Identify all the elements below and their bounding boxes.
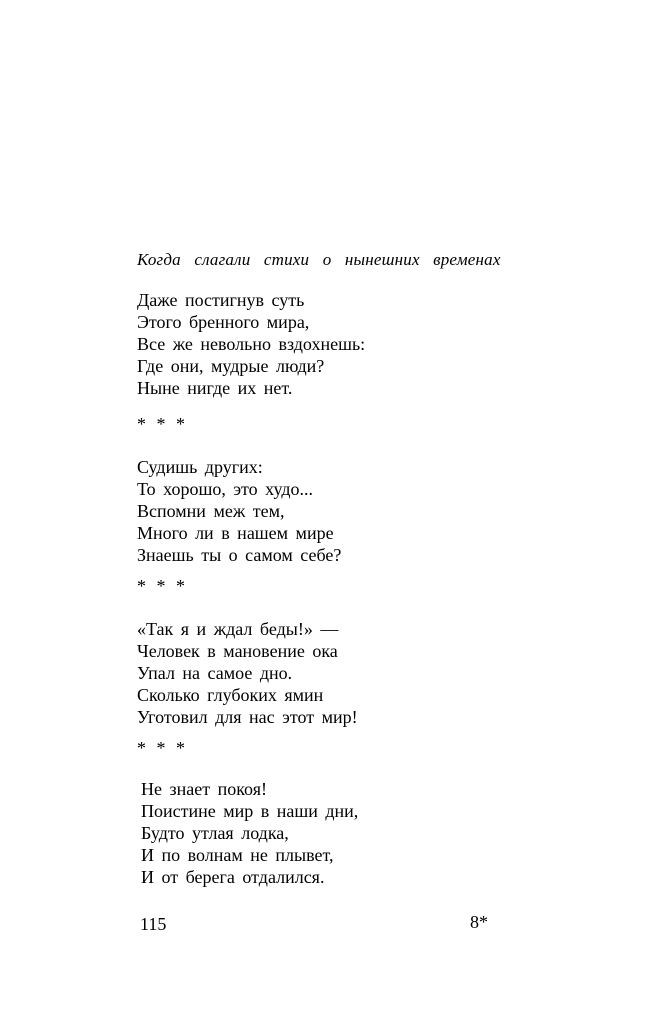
section-title: Когда слагали стихи о нынешних временах xyxy=(137,250,501,269)
poem-line: То хорошо, это худо... xyxy=(137,479,314,499)
poem-line: Где они, мудрые люди? xyxy=(137,356,325,376)
poem-line: Все же невольно вздохнешь: xyxy=(137,334,366,354)
poem-line: Не знает покоя! xyxy=(141,779,267,799)
poem-line: Человек в мановение ока xyxy=(137,641,338,661)
poem-1 xyxy=(137,289,365,399)
poem-line: Вспомни меж тем, xyxy=(137,501,285,521)
poem-line: «Так я и ждал беды!» — xyxy=(137,619,339,639)
page-number: 115 xyxy=(140,914,167,934)
poem-line: Упал на самое дно. xyxy=(137,663,293,683)
poem-line: Даже постигнув суть xyxy=(137,290,305,310)
separator-2: * * * xyxy=(137,576,185,596)
poem-line: Будто утлая лодка, xyxy=(141,823,289,843)
poem-line: Этого бренного мира, xyxy=(137,312,310,332)
poem-2 xyxy=(137,456,341,566)
poem-line: Знаешь ты о самом себе? xyxy=(137,545,342,565)
poem-4 xyxy=(141,778,358,888)
poem-line: Уготовил для нас этот мир! xyxy=(137,707,358,727)
poem-line: И по волнам не плывет, xyxy=(141,845,334,865)
poem-line: Много ли в нашем мире xyxy=(137,523,334,543)
signature-mark: 8* xyxy=(470,912,488,932)
poem-3 xyxy=(137,618,358,728)
poem-line: Поистине мир в наши дни, xyxy=(141,801,359,821)
separator-1: * * * xyxy=(137,414,185,434)
poem-line: Сколько глубоких ямин xyxy=(137,685,324,705)
poem-line: Ныне нигде их нет. xyxy=(137,378,293,398)
poem-line: Судишь других: xyxy=(137,457,263,477)
separator-3: * * * xyxy=(137,738,185,758)
poem-line: И от берега отдалился. xyxy=(141,867,325,887)
